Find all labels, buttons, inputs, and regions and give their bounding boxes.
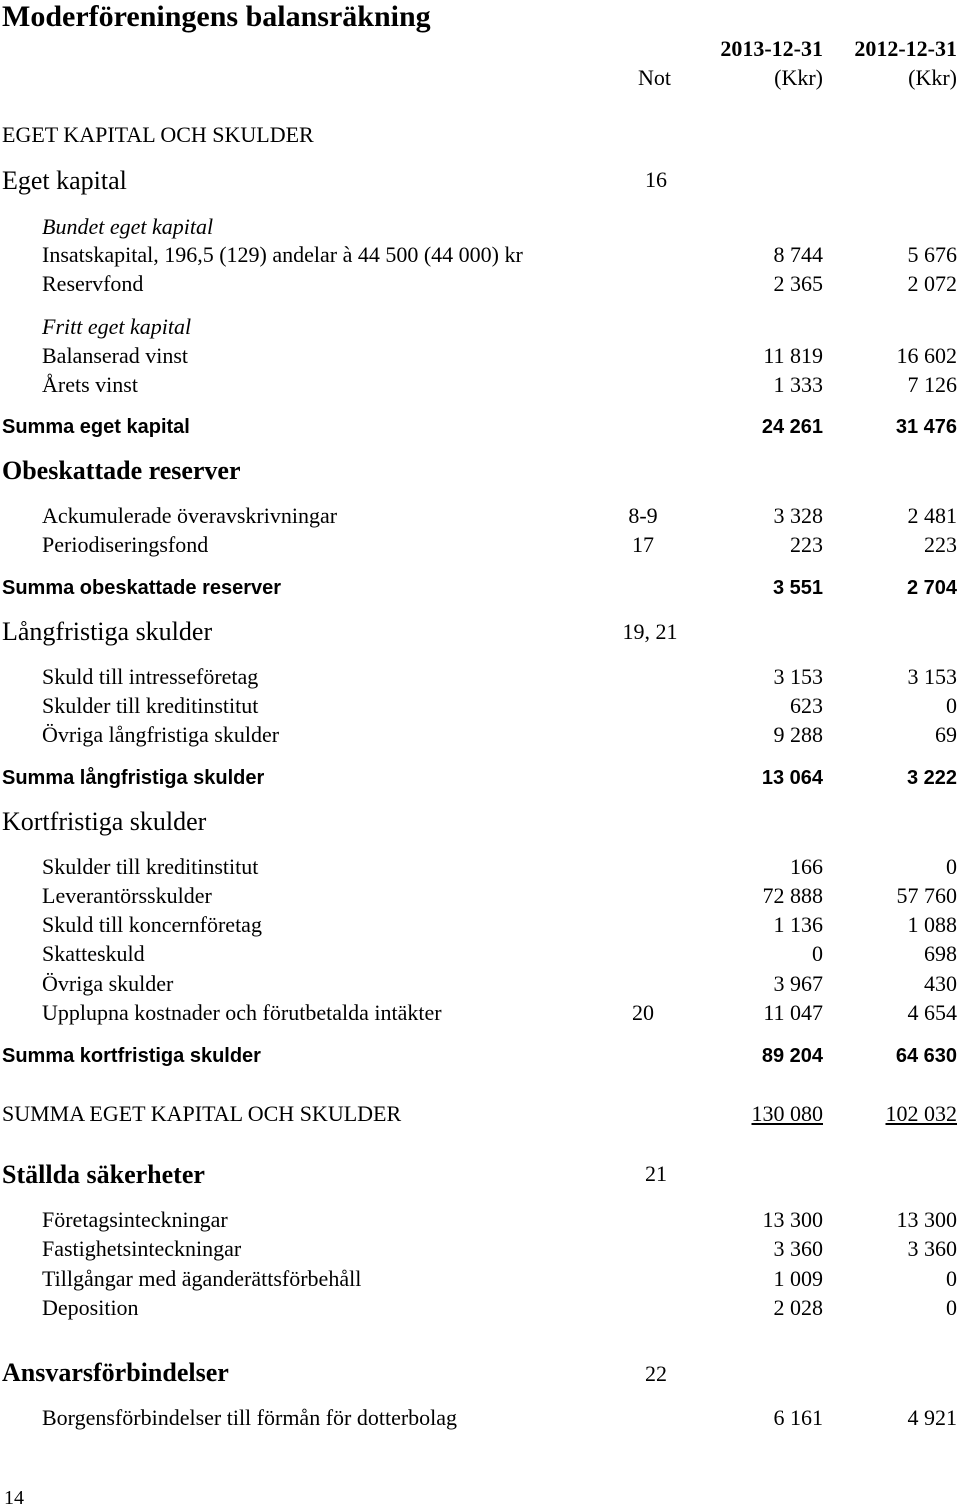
total-value-2013: 130 080 [751,1101,823,1126]
value-2012: 7 126 [907,372,957,397]
value-2012: 57 760 [896,883,957,908]
table-row [0,372,960,402]
section-heading-equity-liabilities: EGET KAPITAL OCH SKULDER [2,122,314,147]
value-2012: 3 153 [907,664,957,689]
section-title-short-term-liabilities: Kortfristiga skulder [2,807,207,836]
table-row [0,883,960,913]
note-column-header: Not [638,65,671,90]
note-ref-long-term: 19, 21 [622,619,678,644]
table-row [0,971,960,1001]
row-label: Leverantörsskulder [42,883,212,908]
table-row [0,722,960,752]
sum-row-long-term-liabilities [0,767,960,797]
value-2012: 5 676 [907,242,957,267]
value-2012: 2 481 [907,503,957,528]
col-2013-unit-header: (Kkr) [774,65,823,90]
table-row [0,1266,960,1296]
row-label: Skuld till koncernföretag [42,912,262,937]
row-label: Reservfond [42,271,144,296]
table-row [0,1295,960,1325]
total-row-equity-and-liabilities [0,1101,960,1131]
sum-value-2012: 64 630 [895,1045,957,1067]
row-label: Borgensförbindelser till förmån för dotterbolag [42,1405,458,1430]
table-row [0,941,960,971]
row-label: Företagsinteckningar [42,1207,228,1232]
sum-value-2013: 13 064 [761,767,823,789]
table-row [0,242,960,272]
value-2012: 4 921 [907,1405,957,1430]
value-2013: 223 [790,532,823,557]
value-2012: 13 300 [896,1207,957,1232]
value-2013: 166 [790,854,823,879]
note-ref: 8-9 [628,503,658,528]
row-label: Upplupna kostnader och förutbetalda intäkter [42,1000,442,1025]
row-label: Balanserad vinst [42,343,189,368]
value-2013: 3 360 [773,1236,823,1261]
row-label: Skatteskuld [42,941,145,966]
sum-value-2012: 31 476 [895,416,957,438]
row-label: Periodiseringsfond [42,532,209,557]
sum-label: Summa kortfristiga skulder [2,1045,261,1067]
value-2012: 0 [946,693,957,718]
note-ref: 17 [632,532,654,557]
value-2013: 623 [790,693,823,718]
row-label: Tillgångar med äganderättsförbehåll [42,1266,362,1291]
value-2012: 0 [946,1295,957,1320]
value-2013: 13 300 [762,1207,823,1232]
value-2013: 0 [812,941,823,966]
note-ref-contingent-liabilities: 22 [645,1361,667,1386]
value-2012: 698 [924,941,957,966]
row-label: Deposition [42,1295,139,1320]
value-2012: 0 [946,854,957,879]
sum-value-2012: 3 222 [906,767,957,789]
subheading-restricted-equity: Bundet eget kapital [42,214,214,239]
value-2013: 1 333 [773,372,823,397]
row-label: Skulder till kreditinstitut [42,693,259,718]
value-2012: 3 360 [907,1236,957,1261]
note-ref: 20 [632,1000,654,1025]
table-row [0,693,960,723]
value-2013: 2 028 [773,1295,823,1320]
sum-label: Summa eget kapital [2,416,190,438]
sum-value-2012: 2 704 [906,577,957,599]
col-2012-unit-header: (Kkr) [908,65,957,90]
row-label: Övriga långfristiga skulder [42,722,280,747]
row-label: Fastighetsinteckningar [42,1236,242,1261]
value-2013: 3 967 [773,971,823,996]
page-title: Moderföreningens balansräkning [2,0,431,33]
value-2013: 6 161 [773,1405,823,1430]
value-2012: 16 602 [896,343,957,368]
sum-value-2013: 24 261 [761,416,823,438]
value-2013: 3 328 [773,503,823,528]
value-2012: 0 [946,1266,957,1291]
table-row [0,912,960,942]
table-row [0,1207,960,1237]
section-title-untaxed-reserves: Obeskattade reserver [2,456,241,485]
row-label: Skulder till kreditinstitut [42,854,259,879]
sum-row-untaxed-reserves [0,577,960,607]
value-2013: 8 744 [773,242,823,267]
row-label: Övriga skulder [42,971,174,996]
value-2013: 2 365 [773,271,823,296]
section-title-long-term-liabilities: Långfristiga skulder [2,617,213,646]
sum-value-2013: 89 204 [761,1045,823,1067]
page-number: 14 [4,1487,24,1509]
row-label: Skuld till intresseföretag [42,664,259,689]
table-row [0,503,960,533]
table-row [0,271,960,301]
section-title-contingent-liabilities: Ansvarsförbindelser [2,1358,229,1387]
value-2013: 11 819 [763,343,823,368]
sum-row-equity [0,416,960,446]
table-row [0,532,960,562]
value-2012: 1 088 [907,912,957,937]
table-row [0,1236,960,1266]
sum-value-2013: 3 551 [772,577,823,599]
sum-label: Summa obeskattade reserver [2,577,282,599]
row-label: Ackumulerade överavskrivningar [42,503,338,528]
table-row [0,1405,960,1435]
section-title-equity: Eget kapital [2,166,127,195]
note-ref-equity: 16 [645,167,667,192]
table-row [0,343,960,373]
value-2012: 69 [935,722,957,747]
row-label: Årets vinst [42,372,138,397]
total-label: SUMMA EGET KAPITAL OCH SKULDER [2,1101,402,1126]
sum-label: Summa långfristiga skulder [2,767,265,789]
value-2012: 223 [924,532,957,557]
value-2013: 72 888 [762,883,823,908]
value-2012: 430 [924,971,957,996]
value-2013: 11 047 [763,1000,823,1025]
total-value-2012: 102 032 [885,1101,957,1126]
note-ref-pledged-assets: 21 [645,1161,667,1186]
value-2013: 1 136 [773,912,823,937]
table-row [0,664,960,694]
row-label: Insatskapital, 196,5 (129) andelar à 44 500 (44 000) kr [42,242,523,267]
sum-row-short-term-liabilities [0,1045,960,1075]
value-2013: 1 009 [773,1266,823,1291]
col-2013-date-header: 2013-12-31 [720,36,823,61]
value-2012: 2 072 [907,271,957,296]
value-2012: 4 654 [907,1000,957,1025]
table-row [0,1000,960,1030]
section-title-pledged-assets: Ställda säkerheter [2,1160,205,1189]
subheading-unrestricted-equity: Fritt eget kapital [42,314,192,339]
value-2013: 9 288 [773,722,823,747]
col-2012-date-header: 2012-12-31 [854,36,957,61]
value-2013: 3 153 [773,664,823,689]
table-row [0,854,960,884]
